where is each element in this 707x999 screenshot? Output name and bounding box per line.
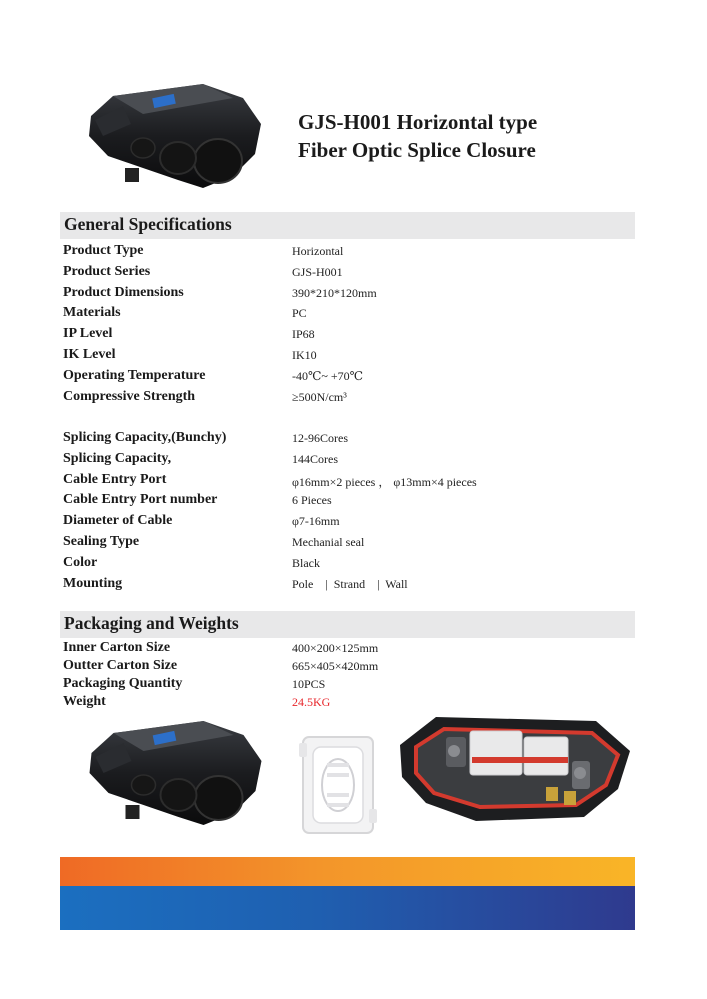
spec-row [63,305,623,325]
spec-value: 6 Pieces [292,493,332,507]
title-line-1: GJS-H001 Horizontal type [298,110,538,134]
closure-open-interior-photo [396,707,634,827]
spec-label: Color [63,555,98,570]
spec-value: Black [292,556,320,570]
spec-value: 144Cores [292,452,338,466]
packaging-row [63,640,623,660]
spec-row [63,326,623,346]
spec-row [63,368,623,388]
packaging-value: 665×405×420mm [292,659,379,673]
spec-row [63,451,623,471]
spec-value: IP68 [292,327,315,341]
section-heading: General Specifications [64,214,232,234]
closure-product-photo [83,713,266,831]
splice-tray-photo [297,733,379,837]
spec-value: φ7-16mm [292,514,340,528]
spec-value: IK10 [292,348,317,362]
packaging-label: Weight [63,694,106,709]
page-title [298,108,537,164]
spec-label: Mounting [63,576,123,591]
packaging-label: Outter Carton Size [63,658,178,673]
general-specifications-header [60,212,635,239]
spec-row [63,576,623,596]
spec-label: Splicing Capacity,(Bunchy) [63,430,227,445]
spec-label: IP Level [63,326,113,341]
spec-value: Mechanial seal [292,535,365,549]
spec-label: Materials [63,305,121,320]
spec-value: -40℃~ +70℃ [292,369,364,383]
packaging-value: 400×200×125mm [292,641,379,655]
section-heading: Packaging and Weights [64,613,239,633]
packaging-value: 10PCS [292,677,326,691]
spec-value: ≥500N/cm³ [292,390,347,404]
spec-value: GJS-H001 [292,265,343,279]
spec-row [63,492,623,512]
spec-label: Operating Temperature [63,368,206,383]
spec-value: 390*210*120mm [292,286,377,300]
blue-band [60,886,635,930]
spec-label: Cable Entry Port number [63,492,218,507]
closure-product-photo [83,76,265,194]
spec-row [63,513,623,533]
spec-label: IK Level [63,347,116,362]
spec-row [63,389,623,409]
spec-label: Product Dimensions [63,285,184,300]
packaging-label: Inner Carton Size [63,640,171,655]
packaging-label: Packaging Quantity [63,676,183,691]
spec-value: Horizontal [292,244,344,258]
orange-band [60,857,635,886]
spec-value: φ16mm×2 pieces ， φ13mm×4 pieces [292,475,477,489]
spec-value: PC [292,306,307,320]
spec-label: Product Series [63,264,151,279]
spec-row [63,534,623,554]
spec-row [63,555,623,575]
spec-label: Sealing Type [63,534,140,549]
spec-label: Compressive Strength [63,389,196,404]
spec-label: Cable Entry Port [63,472,167,487]
spec-value: 12-96Cores [292,431,348,445]
spec-label: Diameter of Cable [63,513,173,528]
title-line-2: Fiber Optic Splice Closure [298,138,536,162]
packaging-row [63,658,623,678]
spec-row [63,430,623,450]
weight-value: 24.5KG [292,695,331,709]
spec-label: Splicing Capacity, [63,451,172,466]
spec-value: Pole | Strand | Wall [292,577,408,591]
spec-row [63,472,623,492]
spec-row [63,264,623,284]
packaging-weights-header [60,611,635,638]
spec-row [63,347,623,367]
packaging-row [63,676,623,696]
spec-row [63,243,623,263]
spec-label: Product Type [63,243,144,258]
spec-row [63,285,623,305]
